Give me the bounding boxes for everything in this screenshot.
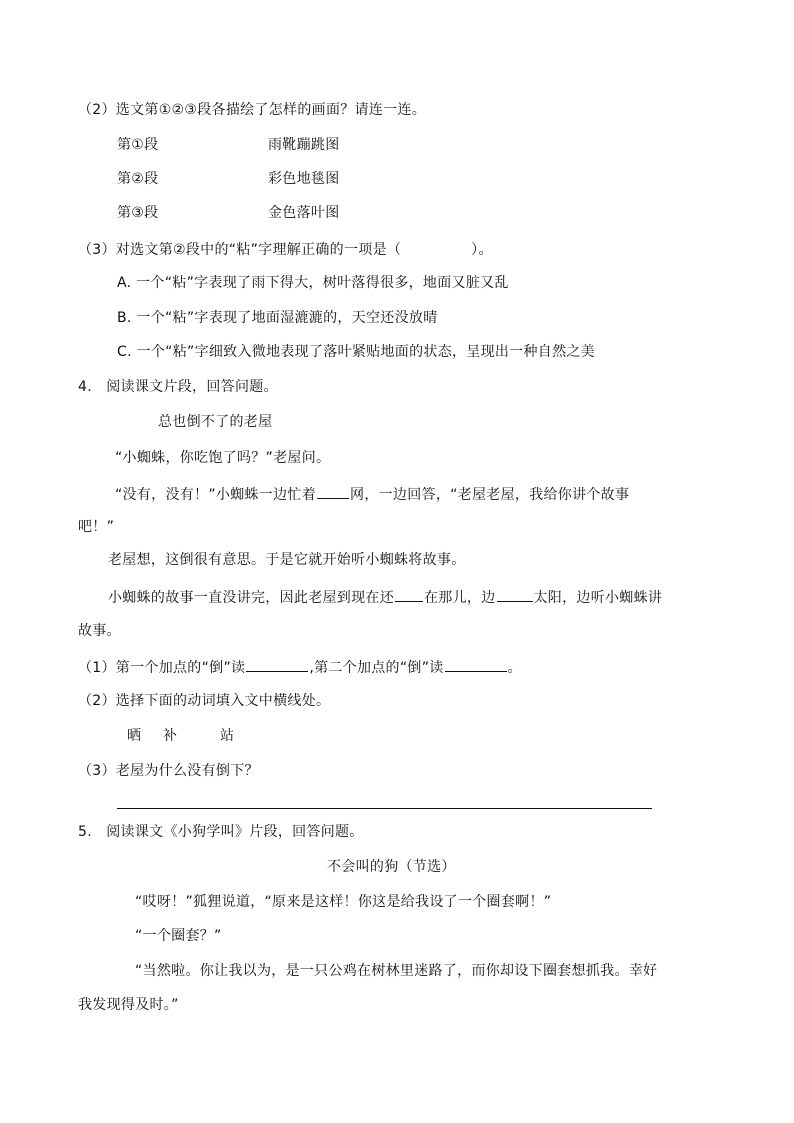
q5-line3: “当然啦。你让我以为，是一只公鸡在树林里迷路了，而你却设下圈套想抓我。幸好 [135, 963, 658, 979]
q4-sub2: （2）选择下面的动词填入文中横线处。 [78, 693, 331, 709]
blank-pronunciation-1[interactable] [246, 657, 308, 672]
verb-1: 晒 [127, 728, 142, 744]
q4-sub3: （3）老屋为什么没有倒下？ [78, 763, 259, 779]
q4-line4: 老屋想，这倒很有意思。于是它就开始听小蜘蛛将故事。 [108, 552, 466, 568]
match-right-1: 雨靴蹦跳图 [268, 137, 340, 153]
match-left-2: 第②段 [117, 171, 159, 187]
option-c: C. 一个“粘”字细致入微地表现了落叶紧贴地面的状态，呈现出一种自然之美 [117, 344, 595, 360]
q3-part3-question [78, 240, 493, 259]
match-left-3: 第③段 [117, 205, 159, 221]
q4-line5-text-c: 太阳，边听小蜘蛛讲 [533, 590, 663, 606]
answer-paren-space[interactable] [402, 240, 470, 254]
q5-passage-title: 不会叫的狗（节选） [327, 859, 456, 875]
q4-line2 [115, 484, 629, 504]
q4-passage-title: 总也倒不了的老屋 [158, 414, 273, 430]
q5-line2: “一个圈套？” [135, 928, 222, 944]
q4-line3: 吧！” [78, 519, 115, 535]
q4-sub1-text-a: （1）第一个加点的“倒”读 [78, 660, 246, 676]
q4-line6: 故事。 [78, 623, 121, 639]
q4-line5-text-b: 在那儿，边 [424, 590, 496, 606]
blank-stand[interactable] [395, 587, 423, 602]
q4-line2-text-b: 网，一边回答，“老屋老屋，我给你讲个故事 [350, 487, 630, 503]
blank-sun[interactable] [497, 587, 533, 602]
q5-heading: 5. 阅读课文《小狗学叫》片段，回答问题。 [78, 824, 364, 840]
q3-part3-text-a: （3）对选文第②段中的“粘”字理解正确的一项是（ [78, 242, 402, 258]
q4-line5 [108, 587, 662, 607]
q4-sub1-text-c: 。 [507, 660, 522, 676]
match-left-1: 第①段 [117, 137, 159, 153]
answer-line[interactable] [117, 808, 652, 809]
q3-part3-text-b: ）。 [471, 242, 493, 258]
q5-line1: “哎呀！”狐狸说道，“原来是这样！你这是给我设了一个圈套啊！” [135, 894, 552, 910]
q4-sub1 [78, 657, 522, 677]
blank-weave[interactable] [317, 484, 349, 499]
q5-line4: 我发现得及时。” [78, 997, 179, 1013]
match-right-2: 彩色地毯图 [268, 171, 340, 187]
verb-2: 补 [163, 728, 178, 744]
q4-sub1-text-b: ,第二个加点的“倒”读 [309, 660, 444, 676]
q4-line5-text-a: 小蜘蛛的故事一直没讲完，因此老屋到现在还 [108, 590, 394, 606]
q3-part2-question: （2）选文第①②③段各描绘了怎样的画面？请连一连。 [78, 102, 427, 118]
blank-pronunciation-2[interactable] [445, 657, 507, 672]
q4-line2-text-a: “没有，没有！”小蜘蛛一边忙着 [115, 487, 317, 503]
match-right-3: 金色落叶图 [268, 205, 340, 221]
option-b: B. 一个“粘”字表现了地面湿漉漉的，天空还没放晴 [117, 310, 438, 326]
q4-heading: 4. 阅读课文片段，回答问题。 [78, 379, 278, 395]
verb-3: 站 [220, 728, 235, 744]
option-a: A. 一个“粘”字表现了雨下得大，树叶落得很多，地面又脏又乱 [117, 275, 509, 291]
q4-line1: “小蜘蛛，你吃饱了吗？”老屋问。 [115, 450, 331, 466]
